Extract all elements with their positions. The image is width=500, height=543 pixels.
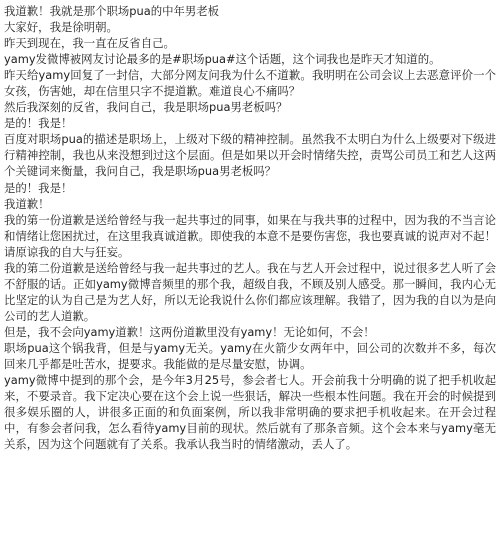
paragraph: 我道歉！ xyxy=(4,196,50,211)
paragraph: 但是，我不会向yamy道歉！这两份道歉里没有yamy！无论如何，不会！ xyxy=(4,324,375,339)
paragraph: 职场pua这个锅我背，但是与yamy无关。yamy在火箭少女两年中，回公司的次数并不多，每次回来几乎都是吐苦水，提要求。我能做的是尽量安慰，协调。 xyxy=(4,340,496,372)
paragraph: 是的！我是！ xyxy=(4,180,73,195)
paragraph: 我的第一份道歉是送给曾经与我一起共事过的同事，如果在与我共事的过程中，因为我的不当言论和情绪让您困扰过，在这里我真诚道歉。即使我的本意不是要伤害您，我也要真诚的说声对不起！请原谅我的自大与狂妄。 xyxy=(4,212,496,259)
paragraph: 百度对职场pua的描述是职场上，上级对下级的精神控制。虽然我不太明白为什么上级要对下级进行精神控制，我也从来没想到过这个层面。但是如果以开会时情绪失控，责骂公司员工和艺人这两个关键词来衡量，我问自己，我是职场pua男老板吗？ xyxy=(4,132,496,179)
greeting-line: 大家好，我是徐明朝。 xyxy=(4,20,118,35)
paragraph: 昨天到现在，我一直在反省自己。 xyxy=(4,36,175,51)
paragraph: 昨天给yamy回复了一封信，大部分网友问我为什么不道歉。我明明在公司会议上去恶意评价一个女孩，伤害她，却在信里只字不提道歉。难道良心不痛吗？ xyxy=(4,68,496,99)
paragraph: yamy发微博被网友讨论最多的是#职场pua#这个话题，这个词我也是昨天才知道的。 xyxy=(4,52,441,67)
paragraph: 我的第二份道歉是送给曾经与我一起共事过的艺人。我在与艺人开会过程中，说过很多艺人听了会不舒服的话。正如yamy微博音频里的那个我，超级自我，不顾及别人感受。那一瞬间，我内心无比坚定的认为自己是为艺人好，所以无论我说什么你们都应该理解。我错了，因为我的自以为是向公司的艺人道歉。 xyxy=(4,260,496,323)
paragraph: 是的！我是！ xyxy=(4,116,73,131)
paragraph: 然后我深刻的反省，我问自己，我是职场pua男老板吗？ xyxy=(4,100,288,115)
post-title-line: 我道歉！我就是那个职场pua的中年男老板 xyxy=(4,4,220,18)
paragraph: yamy微博中提到的那个会，是今年3月25号，参会者七人。开会前我十分明确的说了把手机收起来，不要录音。我下定决心要在这个会上说一些狠话，解决一些根本性问题。我在开会的时候提到很多娱乐圈的人，讲很多正面的和负面案例，所以我非常明确的要求把手机收起来。在开会过程中，有参会者问我，怎么看待yamy目前的现状。然后就有了那条音频。这个会本来与yamy毫无关系，因为这个问题就有了关系。我承认我当时的情绪激动，丢人了。 xyxy=(4,373,496,452)
